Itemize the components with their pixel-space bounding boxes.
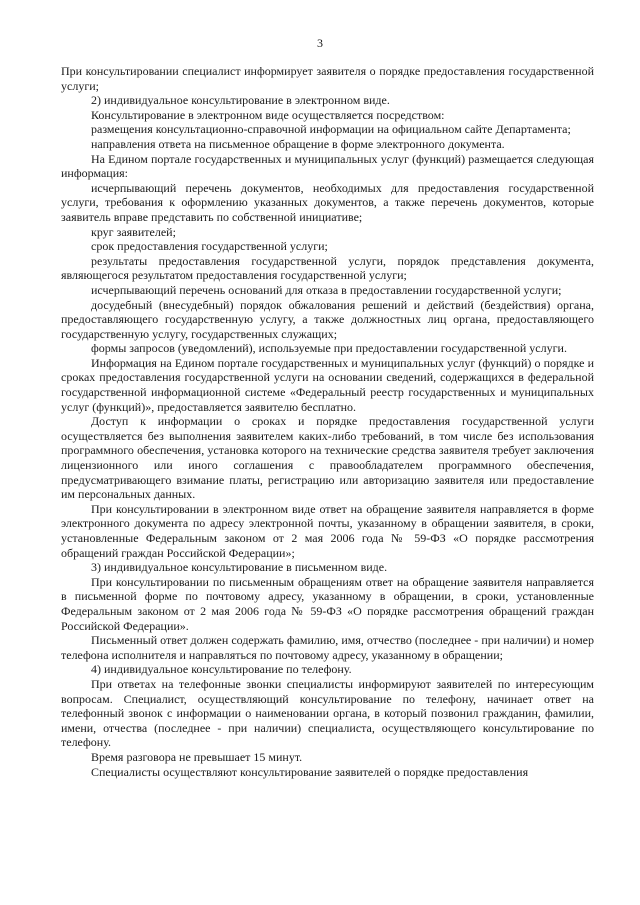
paragraph: направления ответа на письменное обращение в форме электронного документа. (91, 136, 505, 151)
paragraph: 3) индивидуальное консультирование в письменном виде. (91, 560, 388, 575)
paragraph: При консультировании по письменным обращениям ответ на обращение заявителя направляется в письменной форме по почтовому адресу, указанному в обращении, в сроки, установленные Федеральным законом от 2 мая 2006 года № 59-ФЗ «О порядке рассмотрения обращений граждан Российской Федерации». (61, 574, 594, 633)
document-body (61, 64, 594, 779)
paragraph: размещения консультационно-справочной информации на официальном сайте Департамента; (91, 122, 571, 137)
paragraph: результаты предоставления государственной услуги, порядок представления документа, являющегося результатом предоставления государственной услуги; (61, 253, 594, 283)
paragraph: На Едином портале государственных и муниципальных услуг (функций) размещается следующая информация: (61, 151, 594, 181)
paragraph: 4) индивидуальное консультирование по телефону. (91, 662, 352, 677)
paragraph: формы запросов (уведомлений), используемые при предоставлении государственной услуги. (91, 341, 567, 356)
paragraph: Время разговора не превышает 15 минут. (91, 749, 303, 764)
paragraph: срок предоставления государственной услуги; (91, 239, 328, 254)
paragraph: При ответах на телефонные звонки специалисты информируют заявителей по интересующим вопросам. Специалист, осуществляющий консультирование по телефону, начинает ответ на телефонный звонок с информации о наименовании органа, в который позвонил гражданин, фамилии, имени, отчества (последнее - при наличии) специалиста, осуществляющего консультирование по телефону. (61, 676, 594, 750)
paragraph: исчерпывающий перечень документов, необходимых для предоставления государственной услуги, требования к оформлению указанных документов, а также перечень документов, которые заявитель вправе представить по собственной инициативе; (61, 180, 594, 224)
page-number: 3 (317, 36, 323, 50)
paragraph: Информация на Едином портале государственных и муниципальных услуг (функций) о порядке и сроках предоставления государственной услуги на основании сведений, содержащихся в федеральной государственной информационной системе «Федеральный реестр государственных и муниципальных услуг (функций)», предоставляется заявителю бесплатно. (61, 355, 594, 414)
paragraph: При консультировании в электронном виде ответ на обращение заявителя направляется в форме электронного документа по адресу электронной почты, указанному в обращении заявителя, в сроки, установленные Федеральным законом от 2 мая 2006 года № 59-ФЗ «О порядке рассмотрения обращений граждан Российской Федерации»; (61, 501, 594, 560)
paragraph: Специалисты осуществляют консультирование заявителей о порядке предоставления (91, 764, 529, 779)
paragraph: 2) индивидуальное консультирование в электронном виде. (91, 93, 390, 108)
paragraph: Доступ к информации о сроках и порядке предоставления государственной услуги осуществляется без выполнения заявителем каких-либо требований, в том числе без использования программного обеспечения, установка которого на технические средства заявителя требует заключения лицензионного или иного соглашения с правообладателем программного обеспечения, предусматривающего взимание платы, регистрацию или авторизацию заявителя или предоставление им персональных данных. (61, 414, 594, 502)
paragraph: круг заявителей; (91, 224, 176, 239)
paragraph: При консультировании специалист информирует заявителя о порядке предоставления государственной услуги; (61, 64, 594, 93)
paragraph: Письменный ответ должен содержать фамилию, имя, отчество (последнее - при наличии) и номер телефона исполнителя и направляться по почтовому адресу, указанному в обращении; (61, 633, 594, 662)
paragraph: Консультирование в электронном виде осуществляется посредством: (91, 107, 445, 122)
paragraph: досудебный (внесудебный) порядок обжалования решений и действий (бездействия) органа, предоставляющего государственную услугу, а также должностных лиц органа, предоставляющего государственную услугу, государственных служащих; (61, 297, 594, 341)
paragraph: исчерпывающий перечень оснований для отказа в предоставлении государственной услуги; (91, 282, 562, 297)
